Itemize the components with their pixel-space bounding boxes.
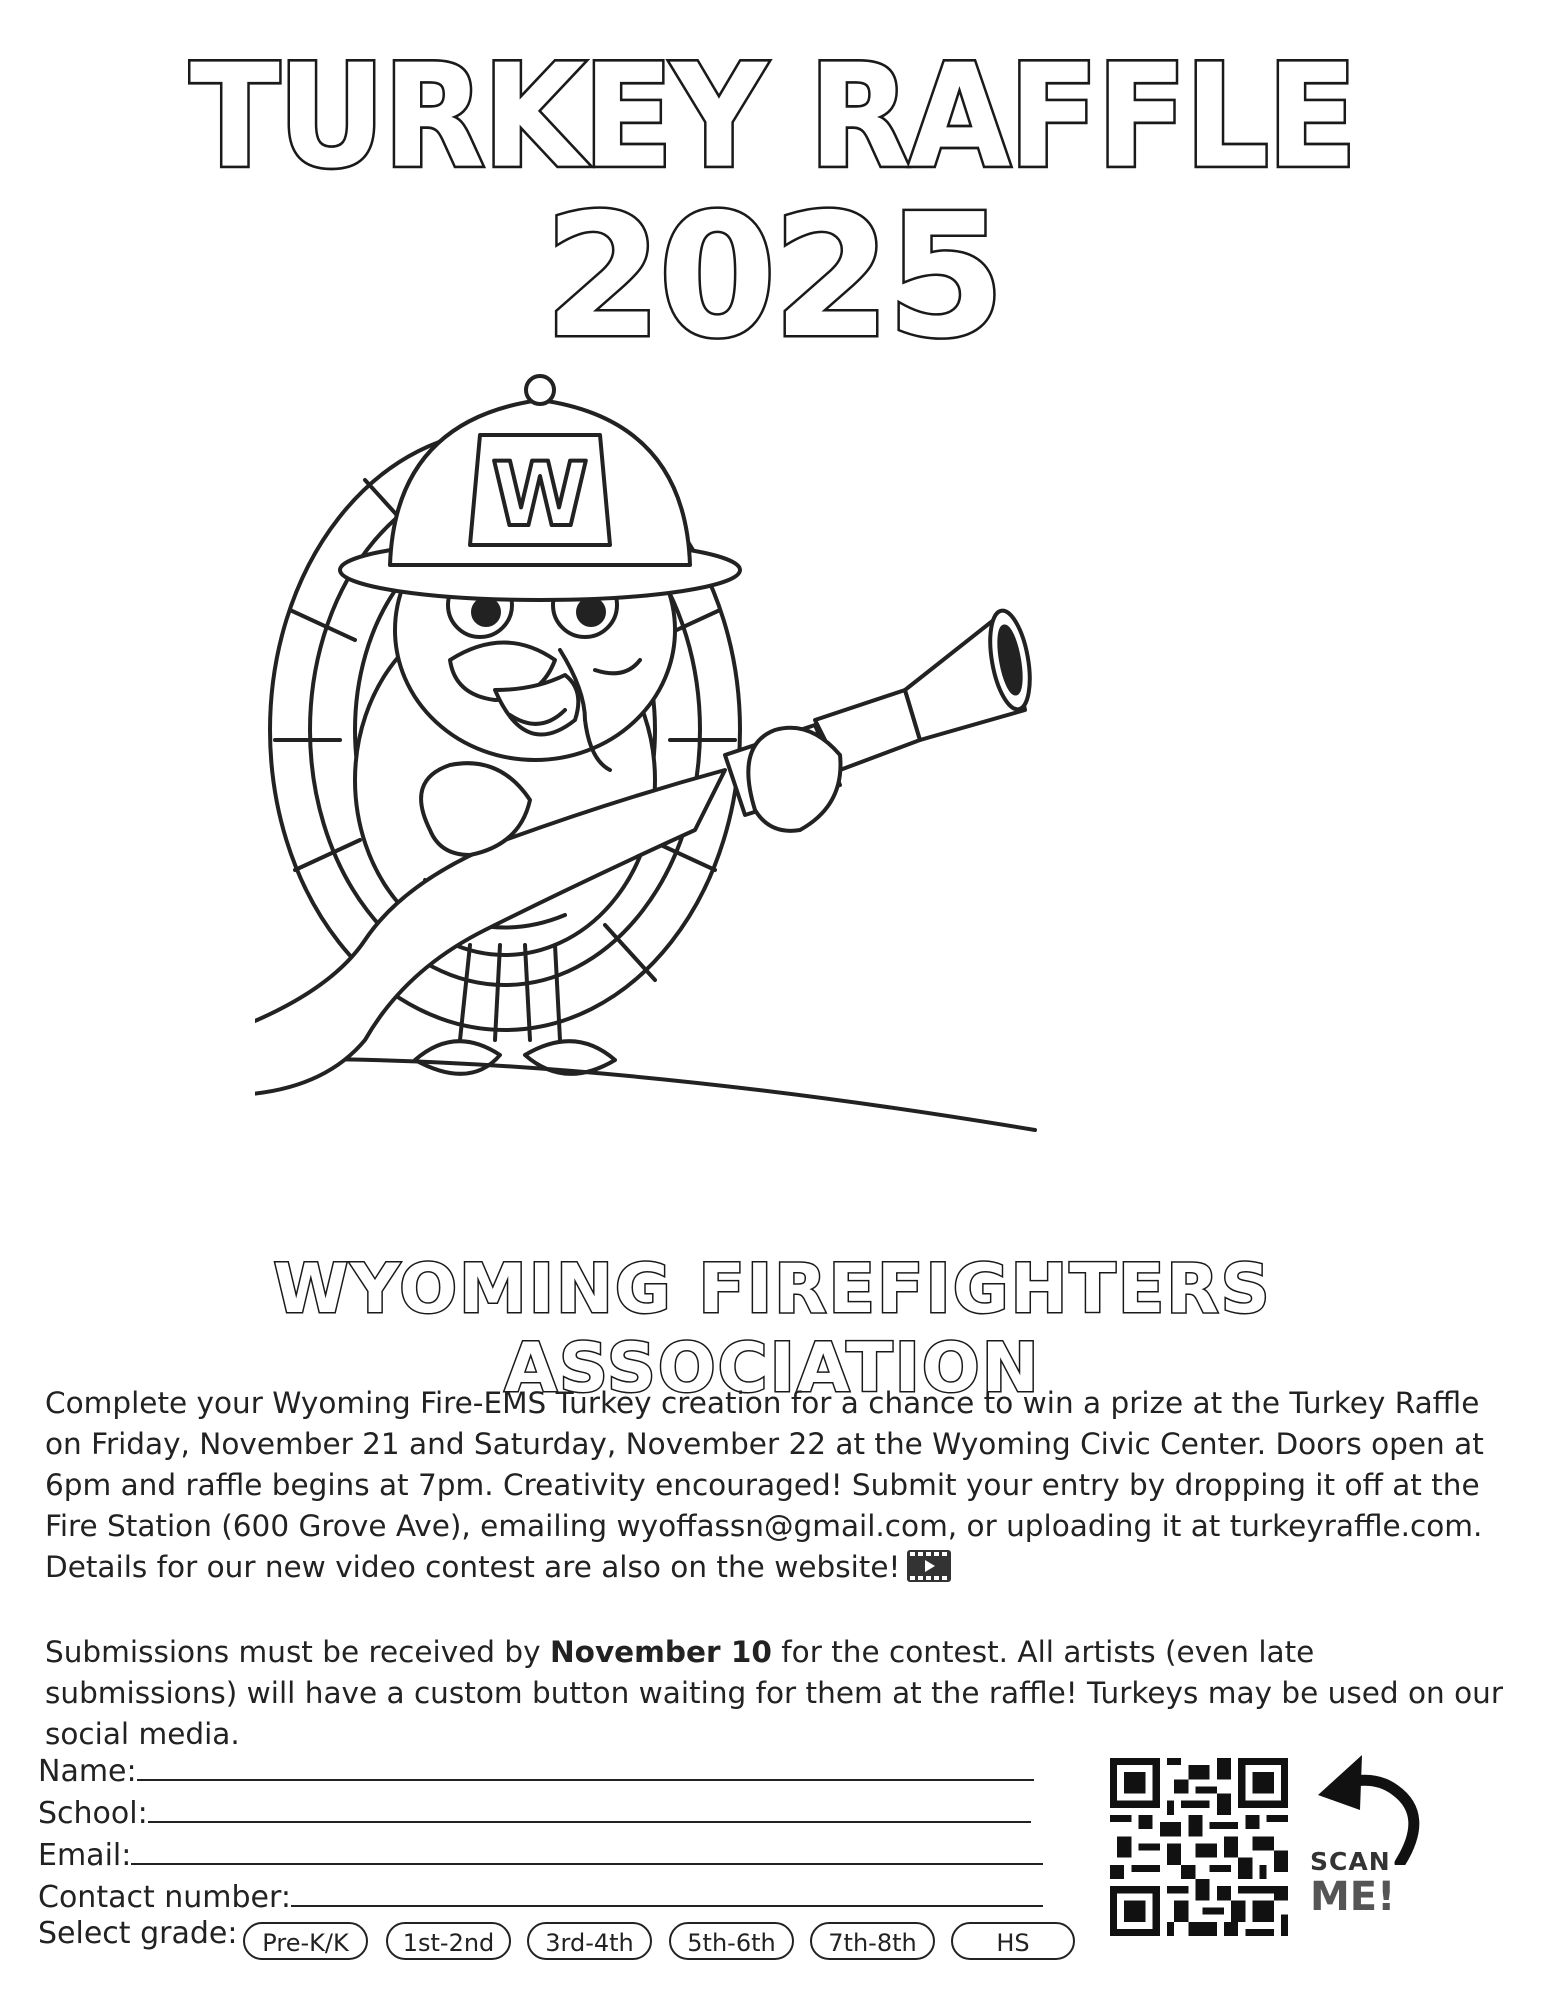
name-field[interactable] xyxy=(38,1753,1034,1791)
film-icon xyxy=(906,1549,952,1583)
deadline-date: November 10 xyxy=(549,1635,772,1669)
grade-option[interactable]: HS xyxy=(951,1922,1075,1960)
grade-option[interactable]: 5th-6th xyxy=(669,1922,794,1960)
organization-name: WYOMING FIREFIGHTERS ASSOCIATION xyxy=(273,1250,1272,1408)
name-label: Name: xyxy=(38,1754,137,1789)
email-field[interactable] xyxy=(38,1837,1043,1875)
submission-deadline xyxy=(45,1632,1505,1755)
contact-number-field[interactable] xyxy=(38,1879,1043,1917)
name-input-line[interactable] xyxy=(137,1753,1034,1781)
helmet-letter: W xyxy=(491,443,589,546)
contact-number-input-line[interactable] xyxy=(291,1879,1043,1907)
contest-description-text: Complete your Wyoming Fire-EMS Turkey creation for a chance to win a prize at the Turkey Raffle on Friday, November 21 and Saturday, November 22 at the Wyoming Civic Center. Doors open at 6pm and raffle begins at 7pm. Creativity encouraged! Submit your entry by dropping it off at the Fire Station (600 Grove Ave), emailing wyoffassn@gmail.com, or uploading it at turkeyraffle.com. Details for our new video contest are also on the website! xyxy=(45,1386,1484,1584)
email-label: Email: xyxy=(38,1838,132,1873)
email-input-line[interactable] xyxy=(131,1837,1043,1865)
deadline-text-after: for the contest. All artists (even late submissions) will have a custom button waiting for them at the raffle! Turkeys may be used on our social media. xyxy=(45,1635,1503,1751)
firefighter-turkey-coloring-icon xyxy=(255,360,1335,1190)
title-turkey-raffle: TURKEY RAFFLE xyxy=(189,33,1356,201)
school-label: School: xyxy=(38,1796,148,1831)
deadline-text-before: Submissions must be received by xyxy=(45,1635,550,1669)
scan-me-label xyxy=(1310,1848,1395,1918)
grade-option[interactable]: 7th-8th xyxy=(810,1922,935,1960)
grade-option[interactable]: 3rd-4th xyxy=(527,1922,652,1960)
grade-option[interactable]: 1st-2nd xyxy=(386,1922,511,1960)
right-wing-hand xyxy=(748,728,840,831)
contact-number-label: Contact number: xyxy=(38,1880,291,1915)
qr-code-icon[interactable] xyxy=(1110,1758,1288,1936)
title-year: 2025 xyxy=(543,178,1002,376)
school-field[interactable] xyxy=(38,1795,1031,1833)
school-input-line[interactable] xyxy=(148,1795,1031,1823)
grade-option[interactable]: Pre-K/K xyxy=(243,1922,368,1960)
me-text: ME! xyxy=(1310,1874,1396,1920)
grade-label: Select grade: xyxy=(38,1916,238,1951)
contest-description xyxy=(45,1383,1505,1588)
scan-text: SCAN xyxy=(1310,1847,1391,1876)
ground-line xyxy=(255,1059,1035,1130)
